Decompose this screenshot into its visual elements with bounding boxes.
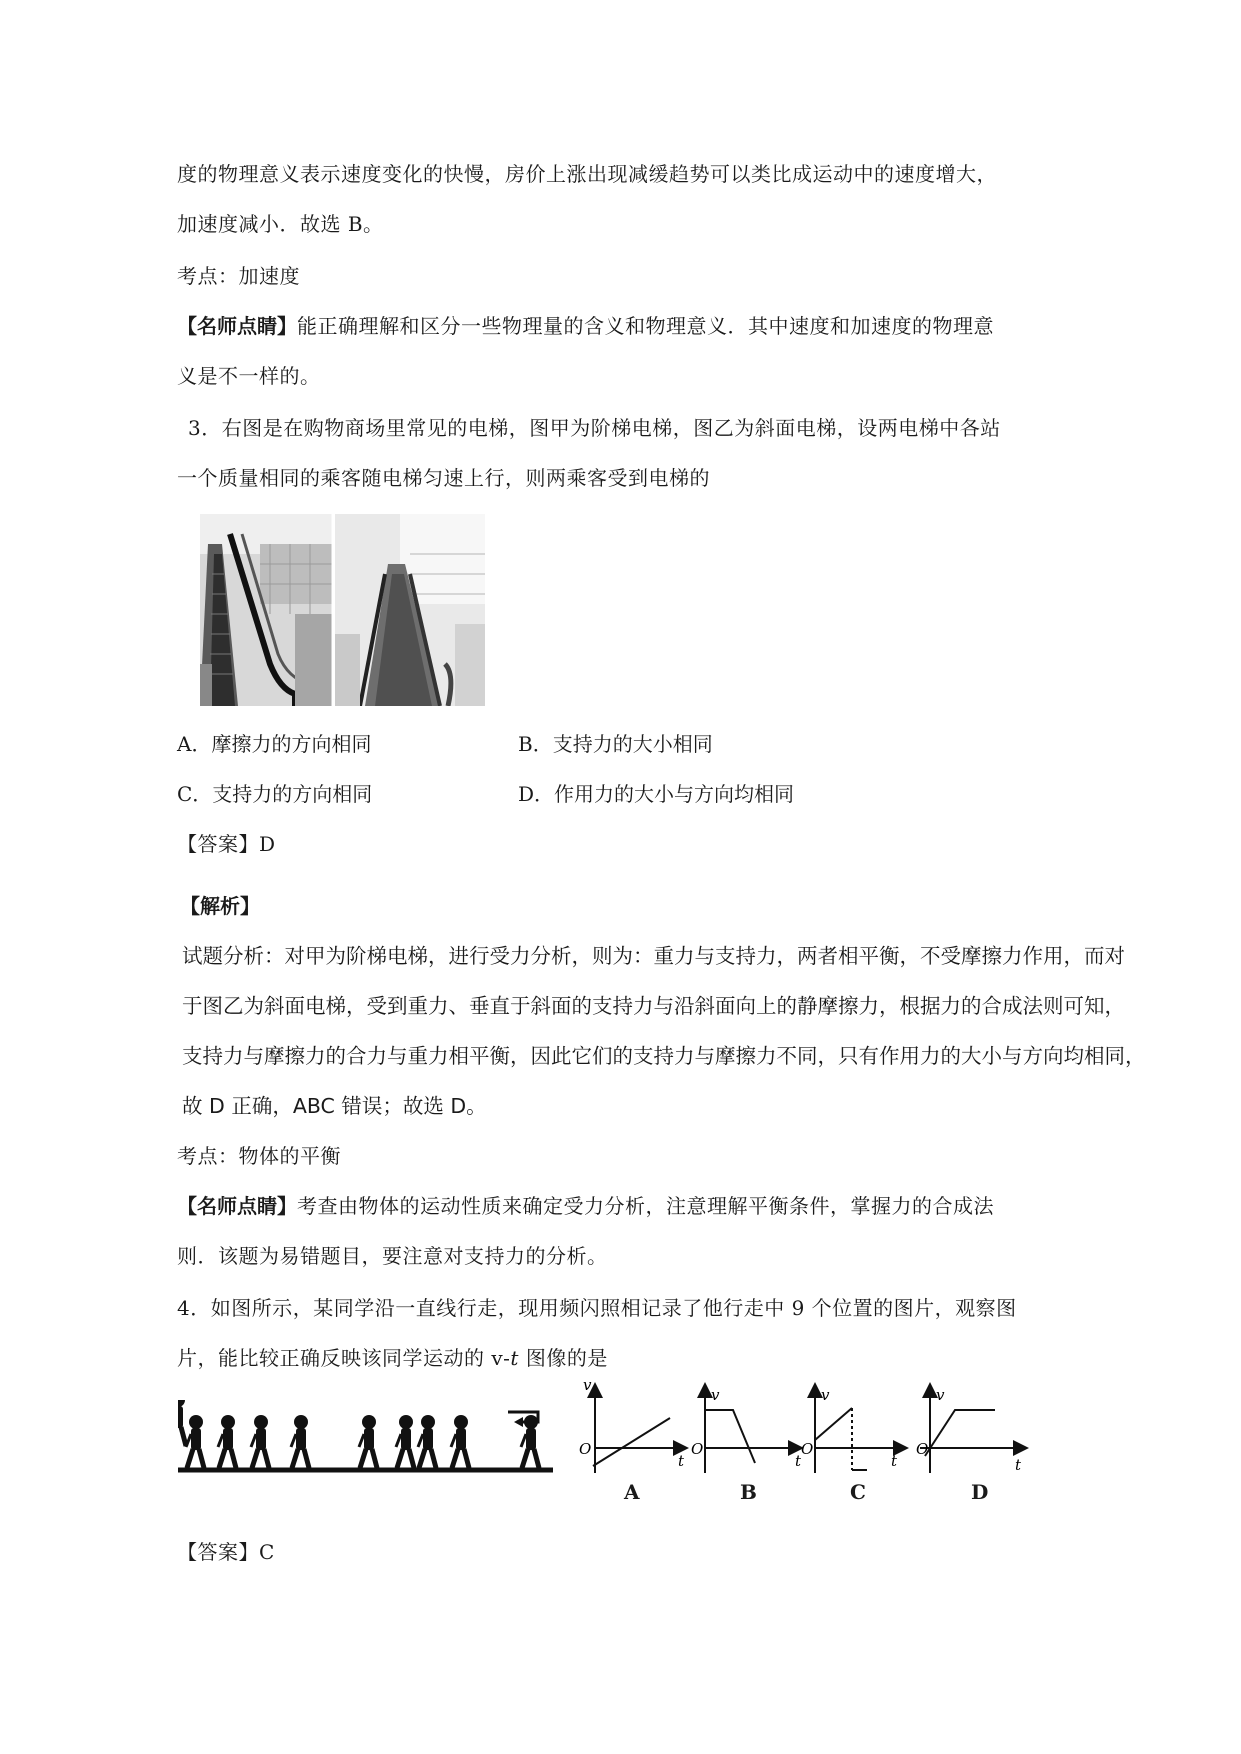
analysis-heading: 【解析】 xyxy=(180,894,260,918)
text-line: 则．该题为易错题目，要注意对支持力的分析。 xyxy=(177,1244,608,1268)
stair-escalator-photo xyxy=(200,514,333,706)
analysis-line: 于图乙为斜面电梯，受到重力、垂直于斜面的支持力与沿斜面向上的静摩擦力，根据力的合成法则可知， xyxy=(182,994,1125,1018)
question-4-text: 片，能比较正确反映该同学运动的 v- xyxy=(177,1346,511,1370)
mingshi-line xyxy=(177,1192,994,1220)
analysis-line: 试题分析：对甲为阶梯电梯，进行受力分析，则为：重力与支持力，两者相平衡，不受摩擦力作用，而对 xyxy=(182,944,1125,968)
origin-c: O xyxy=(801,1440,814,1458)
origin-a: O xyxy=(579,1440,592,1458)
question-3-line: 一个质量相同的乘客随电梯匀速上行，则两乘客受到电梯的 xyxy=(177,466,710,490)
graph-label-d: D xyxy=(971,1480,989,1504)
text-line: 加速度减小．故选 B。 xyxy=(177,212,384,236)
axis-t-b: t xyxy=(795,1452,802,1470)
strobe-photo-walker xyxy=(178,1400,553,1480)
mingshi-tag: 【名师点睛】 xyxy=(177,314,297,338)
vt-graphs xyxy=(575,1378,1030,1478)
question-3-line: 3．右图是在购物商场里常见的电梯，图甲为阶梯电梯，图乙为斜面电梯，设两电梯中各站 xyxy=(188,416,1001,440)
axis-t-a: t xyxy=(678,1452,685,1470)
t-symbol: t xyxy=(510,1346,519,1370)
option-b: B．支持力的大小相同 xyxy=(518,732,713,756)
escalator-photos xyxy=(200,514,485,706)
option-d: D．作用力的大小与方向均相同 xyxy=(518,782,795,806)
mingshi-line xyxy=(177,312,994,340)
mingshi-tag: 【名师点睛】 xyxy=(177,1194,297,1218)
kaodian-line: 考点：加速度 xyxy=(177,264,300,288)
kaodian-line: 考点：物体的平衡 xyxy=(177,1144,341,1168)
question-4-line xyxy=(177,1344,608,1372)
graph-a xyxy=(593,1386,685,1473)
graph-label-c: C xyxy=(850,1480,866,1504)
option-a: A．摩擦力的方向相同 xyxy=(177,732,372,756)
axis-t-d: t xyxy=(1015,1456,1022,1474)
answer-4: 【答案】C xyxy=(177,1540,275,1564)
option-c: C．支持力的方向相同 xyxy=(177,782,373,806)
axis-t-c: t xyxy=(891,1452,898,1470)
text-line: 义是不一样的。 xyxy=(177,364,321,388)
question-4-text: 图像的是 xyxy=(518,1346,608,1370)
question-4-line: 4．如图所示，某同学沿一直线行走，现用频闪照相记录了他行走中 9 个位置的图片，观察图 xyxy=(177,1296,1017,1320)
mingshi-text: 考查由物体的运动性质来确定受力分析，注意理解平衡条件，掌握力的合成法 xyxy=(297,1194,994,1218)
axis-v-b: v xyxy=(711,1386,720,1404)
analysis-line: 故 D 正确，ABC 错误；故选 D。 xyxy=(182,1094,487,1118)
axis-v-c: v xyxy=(821,1386,830,1404)
answer-3: 【答案】D xyxy=(177,832,276,856)
graph-label-b: B xyxy=(740,1480,757,1504)
axis-v-d: v xyxy=(936,1386,945,1404)
mingshi-text: 能正确理解和区分一些物理量的含义和物理意义．其中速度和加速度的物理意 xyxy=(297,314,994,338)
inclined-escalator-photo xyxy=(335,514,485,706)
origin-d: O xyxy=(916,1440,929,1458)
text-line: 度的物理意义表示速度变化的快慢，房价上涨出现减缓趋势可以类比成运动中的速度增大， xyxy=(177,162,997,186)
axis-v-a: v xyxy=(583,1378,592,1394)
analysis-line: 支持力与摩擦力的合力与重力相平衡，因此它们的支持力与摩擦力不同，只有作用力的大小与方向均相同， xyxy=(182,1044,1146,1068)
origin-b: O xyxy=(691,1440,704,1458)
graph-label-a: A xyxy=(624,1480,640,1504)
